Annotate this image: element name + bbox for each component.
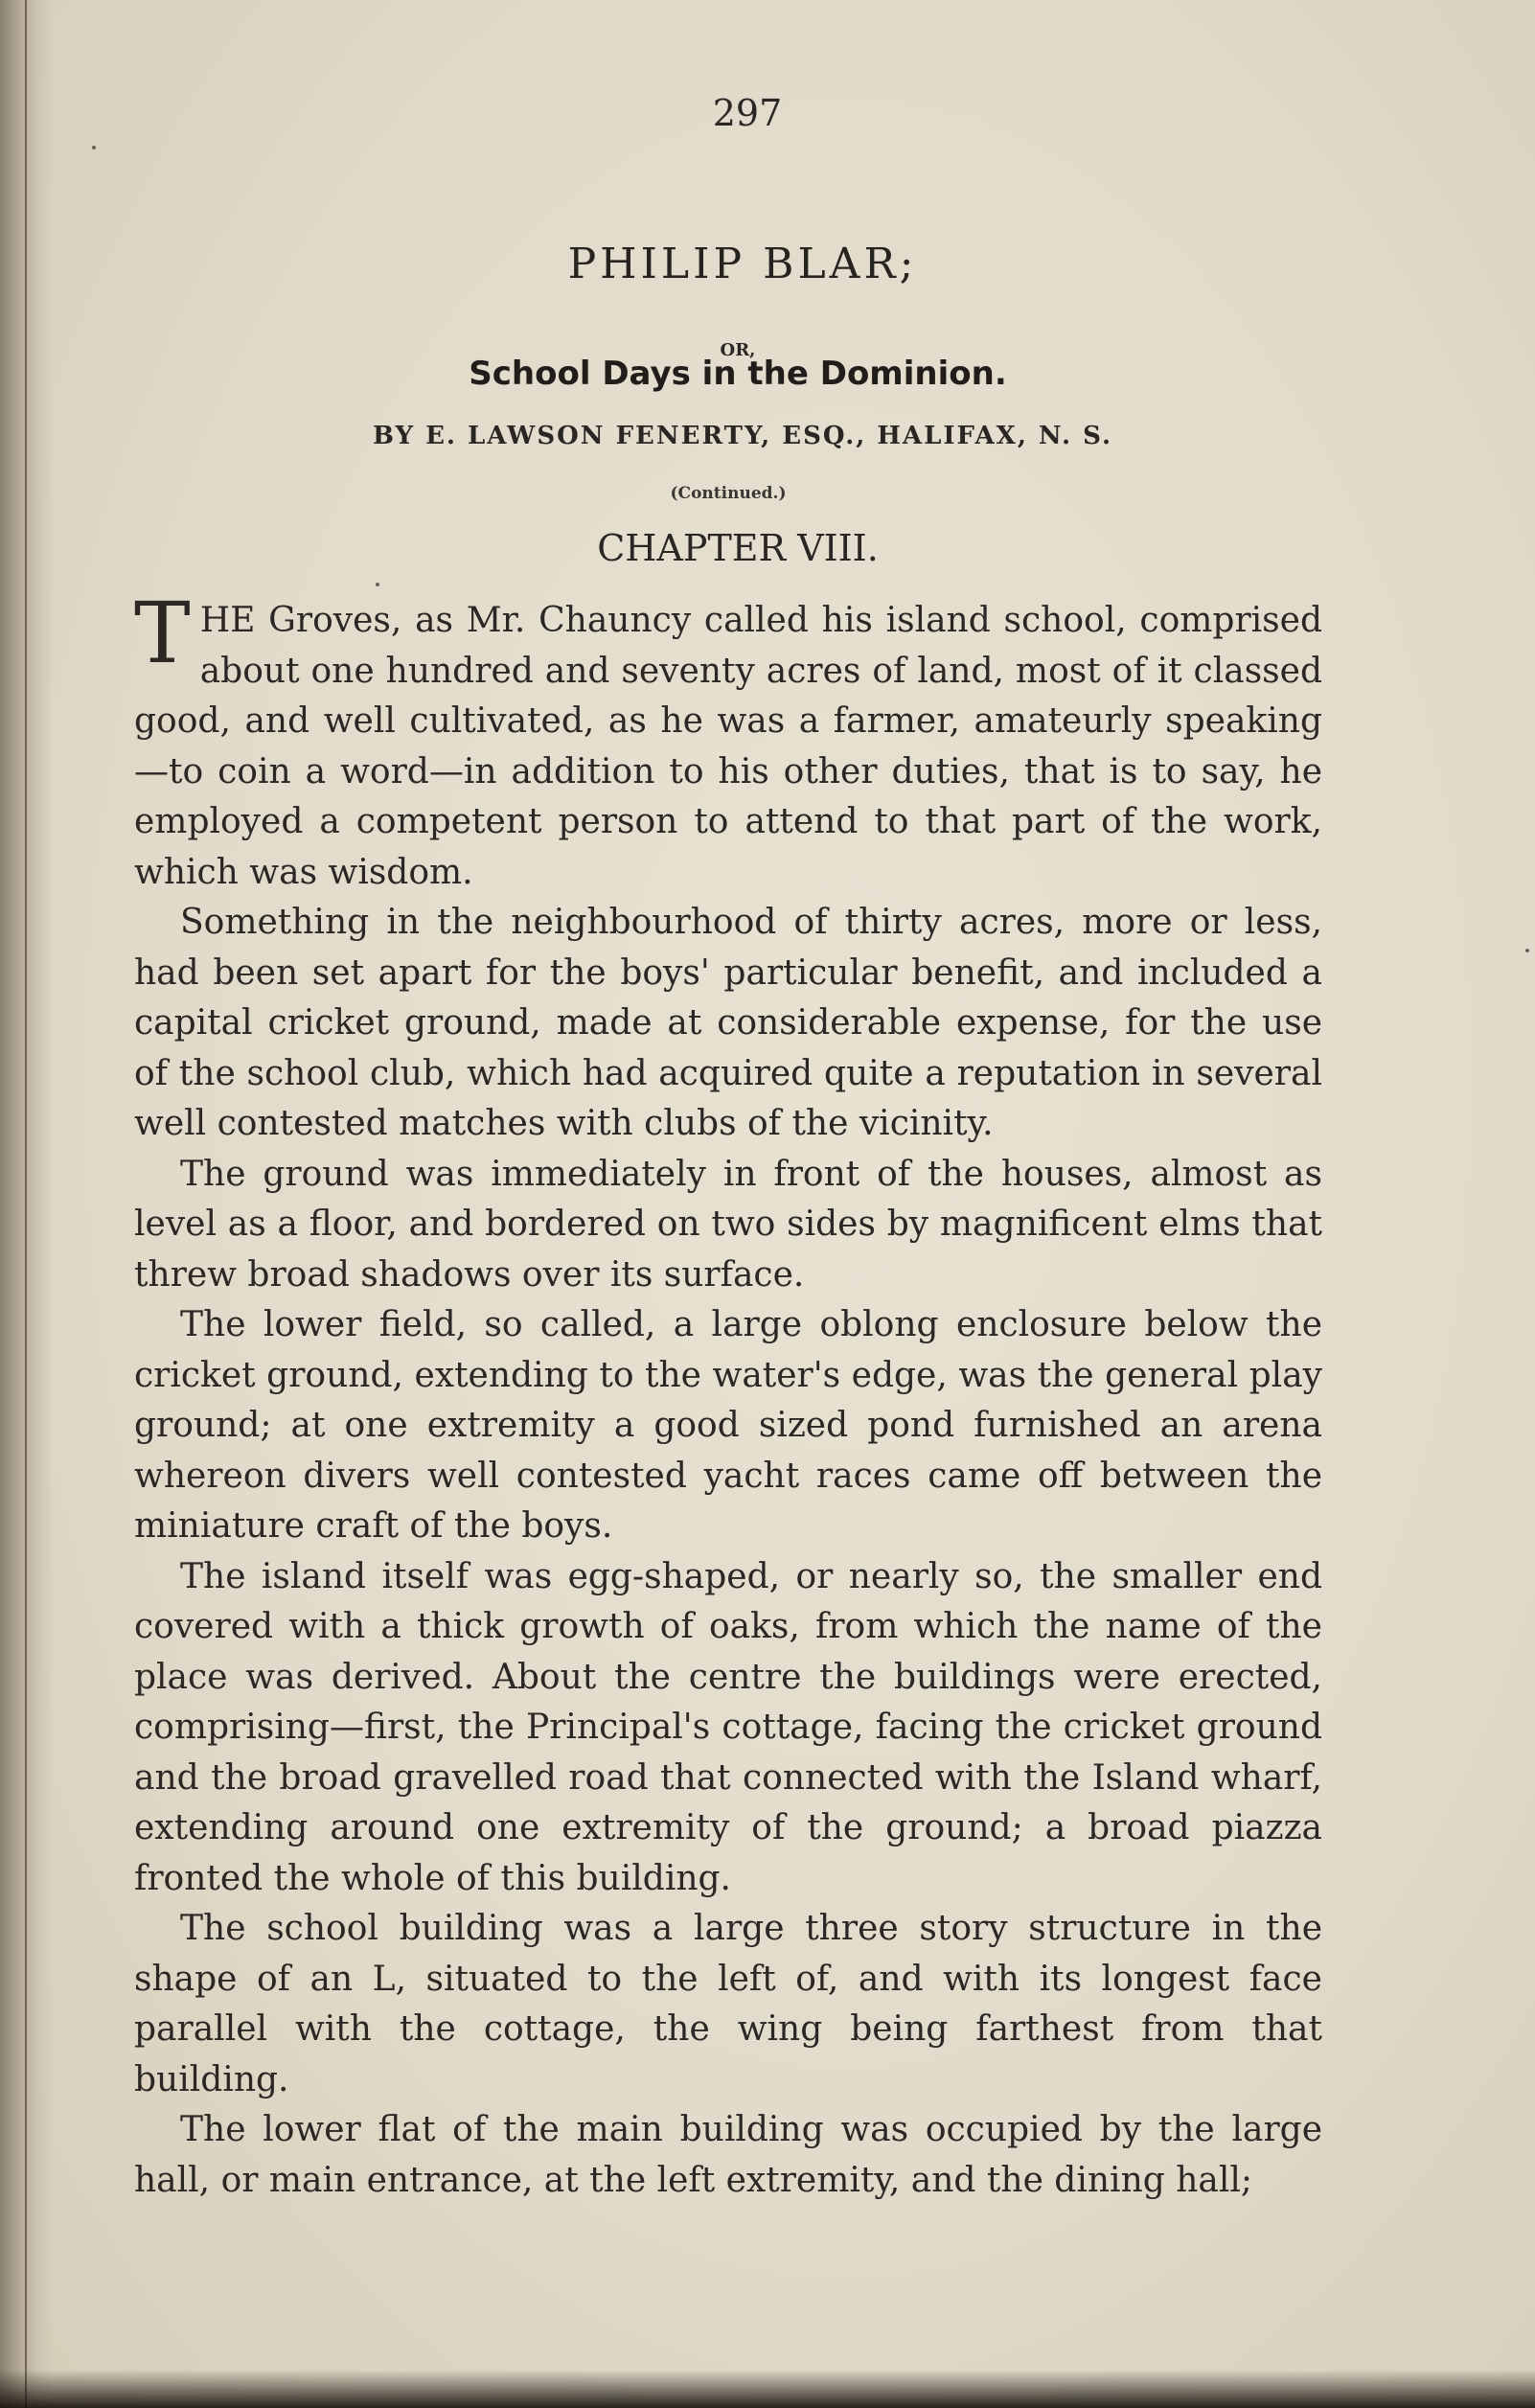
paragraph: The school building was a large three story structure in the shape of an L, situated to the left of, and with its longest face parallel with the cottage, the wing being farthest from that building. xyxy=(134,1909,1322,2099)
chapter-heading: CHAPTER VIII. xyxy=(597,527,879,569)
paragraph: The ground was immediately in front of the houses, almost as level as a floor, and bordered on two sides by magnificent elms that threw broad shadows over its surface. xyxy=(134,1154,1322,1295)
page-gutter xyxy=(0,0,54,2408)
author-byline: BY E. LAWSON FENERTY, ESQ., HALIFAX, N. S. xyxy=(372,422,1113,450)
paragraph: THE Groves, as Mr. Chauncy called his island school, comprised about one hundred and seventy acres of land, most of it classed good, and well cultivated, as he was a farmer, amateurly speaking—to coin a word—in addition to his other duties, that is to say, he employed a competent person to attend to that part of the work, which was wisdom. xyxy=(134,584,1322,892)
paragraph: The lower flat of the main building was occupied by the large hall, or main entrance, at the left extremity, and the dining hall; xyxy=(134,2110,1322,2200)
paper-speck xyxy=(376,583,379,586)
page-number: 297 xyxy=(712,92,783,134)
paper-speck xyxy=(92,146,96,149)
title-connector: OR, xyxy=(720,340,756,360)
paragraph: Something in the neighbourhood of thirty acres, more or less, had been set apart for the boys' particular benefit, and included a capital cricket ground, made at considerable expense, for the use of the school club, which had acquired quite a reputation in several well contested matches with clubs of the vicinity. xyxy=(134,903,1322,1143)
bottom-shadow xyxy=(0,2370,1535,2408)
binding-edge xyxy=(25,0,27,2408)
story-subtitle: School Days in the Dominion. xyxy=(469,355,1007,393)
continued-note: (Continued.) xyxy=(670,484,787,503)
body-text xyxy=(134,584,1322,2206)
paragraph: The lower field, so called, a large oblong enclosure below the cricket ground, extending to the water's edge, was the general play ground; at one extremity a good sized pond furnished an arena whereon divers well contested yacht races came off between the miniature craft of the boys. xyxy=(134,1305,1322,1546)
paragraph: The island itself was egg-shaped, or nearly so, the smaller end covered with a thick growth of oaks, from which the name of the place was derived. About the centre the buildings were erected, comprising—first, the Principal's cottage, facing the cricket ground and the broad gravelled road that connected with the Island wharf, extending around one extremity of the ground; a broad piazza fronted the whole of this building. xyxy=(134,1556,1322,1898)
story-title: PHILIP BLAR; xyxy=(567,240,918,288)
paper-speck xyxy=(1525,949,1529,952)
